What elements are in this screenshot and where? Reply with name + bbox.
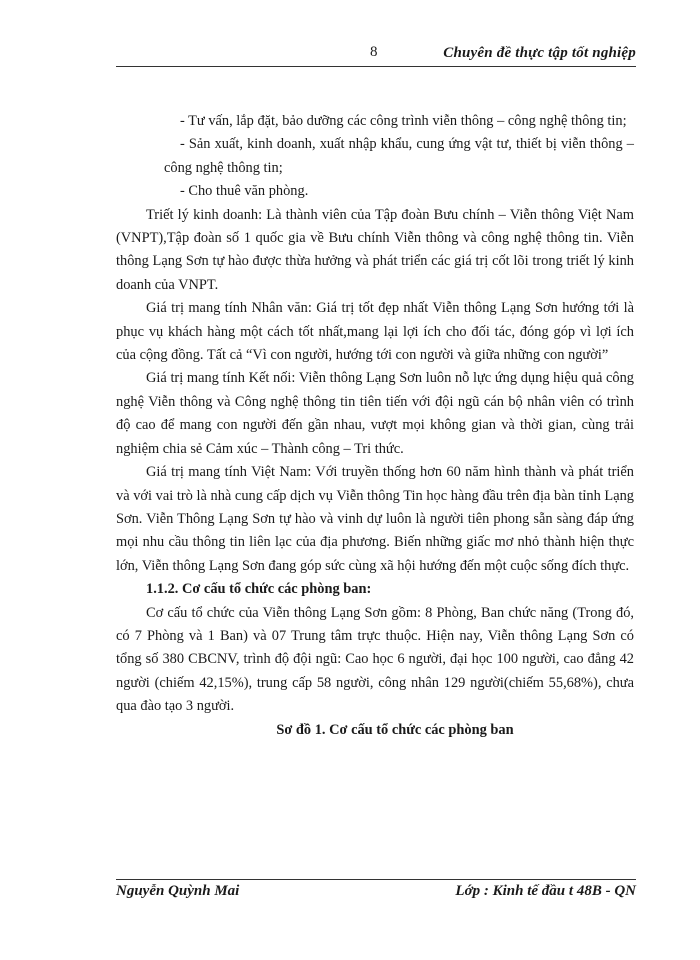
bullet-item: - Sản xuất, kinh doanh, xuất nhập khẩu, cung ứng vật tư, thiết bị viễn thông – công nghệ thông tin; [164, 136, 634, 176]
footer-author: Nguyễn Quỳnh Mai [116, 883, 240, 899]
bullet-item: - Tư vấn, lắp đặt, bảo dưỡng các công trình viễn thông – công nghệ thông tin; [180, 113, 627, 129]
header-title: Chuyên đề thực tập tốt nghiệp [443, 45, 636, 61]
page-number: 8 [370, 44, 378, 60]
header-divider [116, 66, 636, 67]
paragraph-humanity-value: Giá trị mang tính Nhân văn: Giá trị tốt đẹp nhất Viễn thông Lạng Sơn hướng tới là phục vụ khách hàng một cách tốt nhất,mang lại lợi ích cho đối tác, đóng góp vì lợi ích của cộng đồng. Tất cả “Vì con người, hướng tới con người và giữa những con người” [116, 300, 634, 364]
document-body [116, 110, 634, 742]
page-header [116, 44, 636, 66]
footer-class-info: Lớp : Kinh tế đầu t 48B - QN [455, 883, 636, 899]
section-heading: 1.1.2. Cơ cấu tổ chức các phòng ban: [146, 581, 372, 598]
bullet-item: - Cho thuê văn phòng. [180, 183, 309, 200]
footer-divider [116, 879, 636, 880]
paragraph-vietnam-value: Giá trị mang tính Việt Nam: Với truyền thống hơn 60 năm hình thành và phát triển và với vai trò là nhà cung cấp dịch vụ Viễn thông Tin học hàng đầu trên địa bàn tỉnh Lạng Sơn. Viễn Thông Lạng Sơn tự hào và vinh dự luôn là người tiên phong sẵn sàng đáp ứng mọi nhu cầu thông tin liên lạc của địa phương. Biến những giấc mơ nhỏ thành hiện thực lớn, Viễn thông Lạng Sơn đang góp sức cùng xã hội hướng đến một cuộc sống đích thực. [116, 464, 634, 574]
figure-caption: Sơ đồ 1. Cơ cấu tổ chức các phòng ban [276, 721, 514, 738]
paragraph-business-philosophy: Triết lý kinh doanh: Là thành viên của Tập đoàn Bưu chính – Viễn thông Việt Nam (VNPT),Tập đoàn số 1 quốc gia về Bưu chính Viễn thông và công nghệ thông tin. Viễn thông Lạng Sơn tự hào được thừa hưởng và phát triển các giá trị cốt lõi trong triết lý kinh doanh của VNPT. [116, 206, 634, 293]
paragraph-organization: Cơ cấu tổ chức của Viễn thông Lạng Sơn gồm: 8 Phòng, Ban chức năng (Trong đó, có 7 Phòng và 1 Ban) và 07 Trung tâm trực thuộc. Hiện nay, Viễn thông Lạng Sơn có tổng số 380 CBCNV, trình độ đội ngũ: Cao học 6 người, đại học 100 người, cao đẳng 42 người (chiếm 42,15%), trung cấp 58 người, công nhân 129 người(chiếm 55,68%), chưa qua đào tạo 3 người. [116, 604, 634, 715]
paragraph-connection-value: Giá trị mang tính Kết nối: Viễn thông Lạng Sơn luôn nỗ lực ứng dụng hiệu quả công nghệ Viễn thông và Công nghệ thông tin tiên tiến với đội ngũ cán bộ nhân viên có trình độ cao để mang con người đến gần nhau, vượt mọi không gian và thời gian, cùng trải nghiệm chia sẻ Cảm xúc – Thành công – Tri thức. [116, 370, 634, 457]
